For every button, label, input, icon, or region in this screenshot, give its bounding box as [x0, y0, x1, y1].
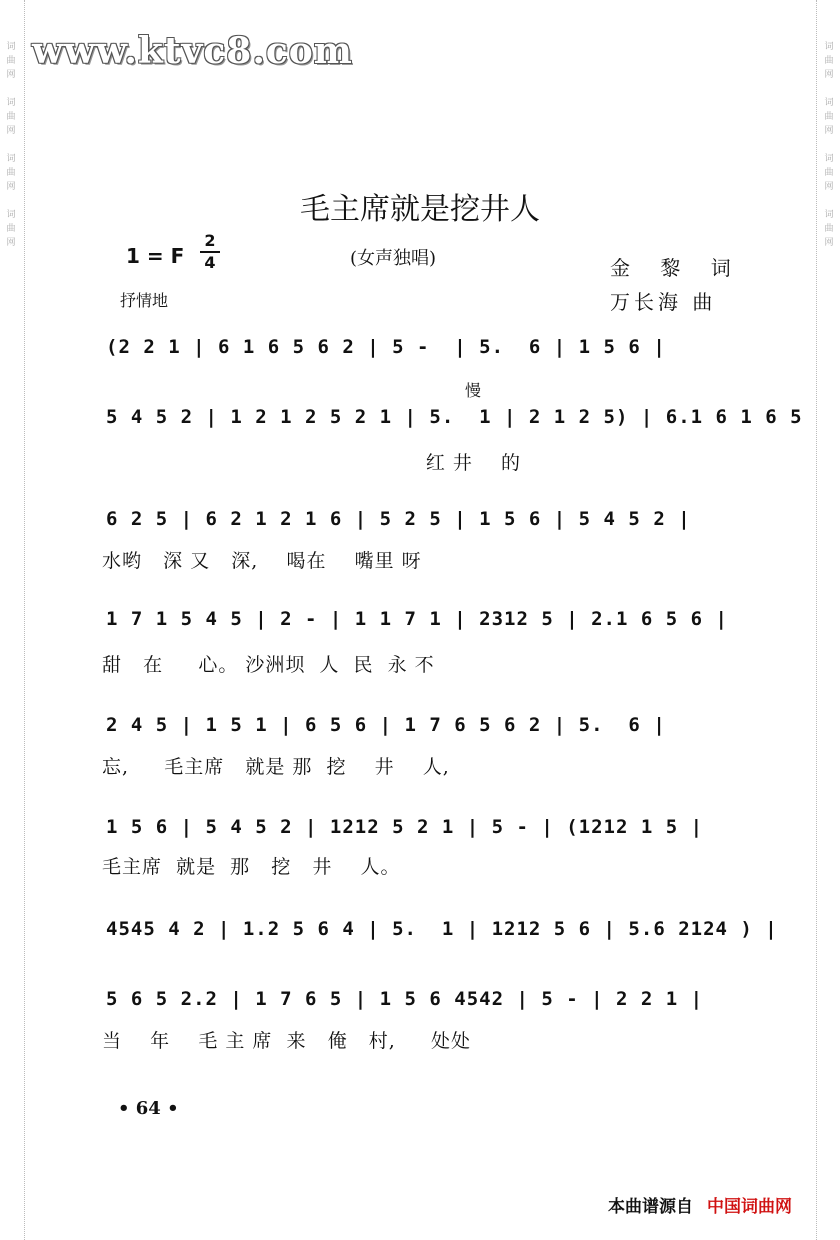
- voice-type: (女声独唱): [350, 248, 437, 269]
- notation-line-7: 4545 4 2 | 1.2 5 6 4 | 5. 1 | 1212 5 6 | 5.6 2124 ) |: [106, 918, 778, 940]
- lyric-line-3: 水哟 深 又 深, 喝在 嘴里 呀: [102, 550, 422, 572]
- composer-credit: 万长海 曲: [610, 290, 717, 314]
- time-bottom: 4: [204, 253, 216, 272]
- notation-line-4: 1 7 1 5 4 5 | 2 - | 1 1 7 1 | 2312 5 | 2.1 6 5 6 |: [106, 608, 728, 630]
- lyric-line-6: 毛主席 就是 那 挖 井 人。: [102, 856, 401, 878]
- lyric-line-8: 当 年 毛 主 席 来 俺 村, 处处: [102, 1030, 471, 1052]
- lyric-line-4: 甜 在 心。 沙洲坝 人 民 永 不: [102, 654, 435, 676]
- site-watermark: www.ktvc8.com: [32, 30, 353, 72]
- page-number: • 64 •: [118, 1098, 179, 1119]
- lyric-line-5: 忘, 毛主席 就是 那 挖 井 人,: [102, 756, 450, 778]
- notation-line-3: 6 2 5 | 6 2 1 2 1 6 | 5 2 5 | 1 5 6 | 5 4 5 2 |: [106, 508, 691, 530]
- key-signature: 1 = F: [126, 244, 185, 268]
- notation-line-8: 5 6 5 2.2 | 1 7 6 5 | 1 5 6 4542 | 5 - | 2 2 1 |: [106, 988, 704, 1010]
- source-credit: [608, 1192, 792, 1217]
- lyric-line-2: 红 井 的: [102, 452, 522, 474]
- right-side-watermark: 词 曲 网 词 曲 网 词 曲 网 词 曲 网: [824, 42, 834, 248]
- notation-line-1: (2 2 1 | 6 1 6 5 6 2 | 5 - | 5. 6 | 1 5 6 |: [106, 336, 666, 358]
- source-label: 本曲谱源自: [608, 1197, 693, 1217]
- tempo-marking: 抒情地: [120, 291, 169, 310]
- lyricist-credit: 金 黎 词: [610, 256, 743, 280]
- time-signature: [200, 232, 220, 272]
- time-top: 2: [204, 231, 216, 250]
- notation-line-5: 2 4 5 | 1 5 1 | 6 5 6 | 1 7 6 5 6 2 | 5. 6 |: [106, 714, 666, 736]
- notation-line-2: 5 4 5 2 | 1 2 1 2 5 2 1 | 5. 1 | 2 1 2 5) | 6.1 6 1 6 5: [106, 406, 803, 428]
- tempo-change-marking: 慢: [465, 381, 482, 400]
- song-title: 毛主席就是挖井人: [300, 192, 540, 227]
- source-site-link[interactable]: 中国词曲网: [707, 1197, 792, 1217]
- notation-line-6: 1 5 6 | 5 4 5 2 | 1212 5 2 1 | 5 - | (1212 1 5 |: [106, 816, 704, 838]
- left-side-watermark: 词 曲 网 词 曲 网 词 曲 网 词 曲 网: [6, 42, 16, 248]
